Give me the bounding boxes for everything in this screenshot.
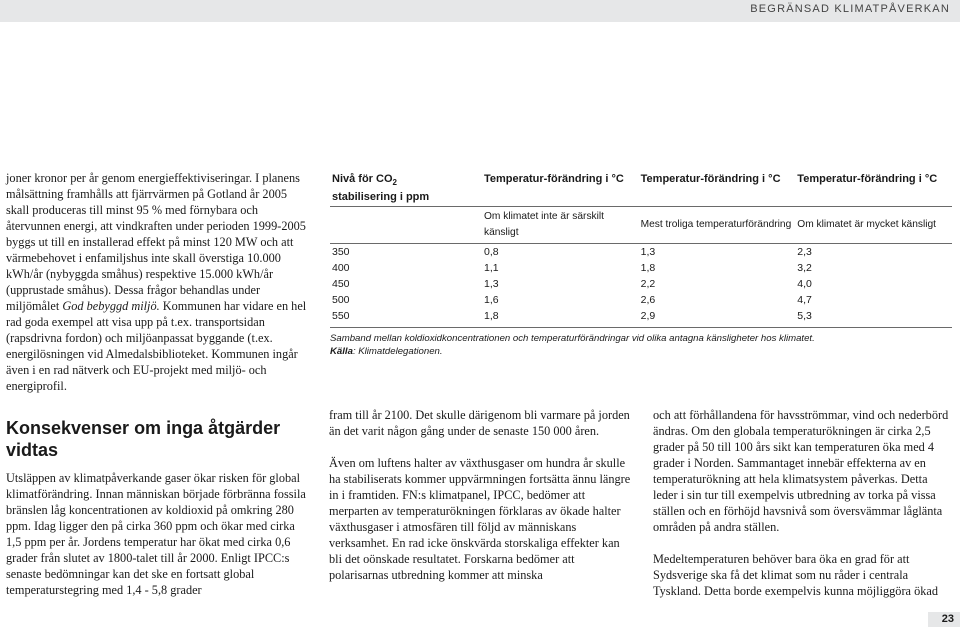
left-intro-text: joner kronor per år genom energieffektiviseringar. I planens målsättning framhålls att fjärrvärmen på Gotland år 2005 skall produceras till minst 95 % med förnybara och återvunnen energi, att vindkraften under perioden 1999-2005 byggs ut till en installerad effekt på minst 120 MW och att värmebehovet i enfamiljshus inte skall överstiga 10.000 kWh/år (nybyggda småhus) respektive 15.000 kWh/år (upprustade småhus). Dessa frågor behandlas under miljömålet — [6, 171, 306, 313]
table-row — [330, 260, 952, 276]
table-cell: 550 — [330, 308, 482, 328]
table-caption-text: Samband mellan koldioxidkoncentrationen och temperaturförändringar vid olika antagna känsligheter hos klimatet. — [330, 333, 815, 344]
table-row — [330, 308, 952, 328]
middle-paragraph-2: Även om luftens halter av växthusgaser om hundra år skulle ha stabiliserats kommer uppvärmningen fortsätta ännu längre in i framtiden. FN:s klimatpanel, IPCC, bedömer att merparten av temperaturökningen förklaras av ökade halter växthusgaser i atmosfären till följd av människans verksamhet. En rad icke önskvärda storskaliga effekter kan bli det oönskade resultatet. Forskarna bedömer att polarisarnas utbredning kommer att minska — [329, 456, 631, 582]
right-text-block — [653, 407, 953, 599]
table-cell: 1,8 — [640, 262, 656, 275]
table-header-co2: Nivå för $CO_2$ stabilisering i ppm — [332, 173, 430, 204]
left-intro-text-2: Kommunen har vidare en hel rad goda exempel att visa upp på t.ex. transportsidan (rapsdrivna fordon) och miljöanpassat byggande (t.ex. energilösningen vid Almedalsbiblioteket. Kommunen ingår även i en rad nätverk och EU-projekt med miljö- och energiprofil. — [6, 299, 307, 393]
table-header-row — [330, 172, 952, 207]
table-subheader-2: Mest troliga temperaturförändring — [639, 207, 796, 244]
table-cell: 500 — [332, 294, 350, 307]
table-cell: 5,3 — [795, 308, 952, 328]
table-cell: 2,2 — [640, 278, 656, 291]
table-cell: 4,7 — [797, 294, 812, 307]
table-subheader-empty — [330, 207, 482, 244]
left-body-text-block — [6, 470, 308, 598]
table-header-temp-3: Temperatur-förändring i °C — [797, 173, 938, 185]
table-cell: 0,8 — [483, 246, 499, 259]
table-cell: 350 — [332, 246, 350, 259]
co2-temperature-table — [330, 172, 952, 328]
table-header-temp-2: Temperatur-förändring i °C — [640, 173, 781, 185]
left-body-paragraph: Utsläppen av klimatpåverkande gaser ökar risken för global klimatförändring. Innan människan började förbränna fossila bränslen låg koncentrationen av koldioxid på omkring 280 ppm. Idag ligger den på cirka 360 ppm och ökar med cirka 1,5 ppm per år. Jordens temperatur har ökat med cirka 0,6 grader från slutet av 1800-talet till år 2000. Enligt IPCC:s senaste bedömningar kan det ske en fortsatt global temperaturstegring med 1,4 - 5,8 grader — [6, 471, 306, 597]
left-intro-italic: God bebyggd miljö. — [62, 299, 160, 313]
page-number: 23 — [941, 613, 954, 625]
section-title: BEGRÄNSAD KLIMATPÅVERKAN — [750, 3, 950, 15]
table-row — [330, 276, 952, 292]
middle-paragraph-1: fram till år 2100. Det skulle därigenom bli varmare på jorden än det varit någon gång under de senaste 150 000 åren. — [329, 408, 630, 438]
table-cell: 2,3 — [797, 246, 812, 259]
co2-subscript: 2 — [392, 178, 397, 188]
table-cell: 1,6 — [483, 294, 499, 307]
table-cell: 1,8 — [482, 308, 639, 328]
table-cell: 2,9 — [639, 308, 796, 328]
page-number-bar — [928, 612, 960, 627]
table-cell: 2,6 — [640, 294, 656, 307]
table-source — [330, 345, 930, 358]
right-paragraph-1: och att förhållandena för havsströmmar, vind och nederbörd ändras. Om den globala temperaturökningen är cirka 2,5 grader på 50 till 100 års sikt kan temperaturen öka med 4 grader i Norden. Sammantaget innebär effekterna av en temperaturökning att hela klimatsystem påverkas. Detta leder i sin tur till exempelvis utbredning av torka på vissa ställen och en förhöjd havsnivå som översvämmar låglänta områden på andra ställen. — [653, 408, 949, 534]
section-heading: Konsekvenser om inga åtgärder vidtas — [6, 418, 281, 460]
table-caption — [330, 332, 930, 358]
table-source-label: Källa — [330, 346, 353, 357]
table-cell: 1,3 — [640, 246, 656, 259]
header-bar — [0, 0, 960, 22]
table-subheader-1: Om klimatet inte är särskilt känsligt — [482, 207, 639, 244]
table-source-text: : Klimatdelegationen. — [352, 346, 443, 357]
table-row — [330, 244, 952, 261]
left-intro-paragraph — [6, 170, 308, 394]
table-cell: 3,2 — [797, 262, 812, 275]
table-subheader-3: Om klimatet är mycket känsligt — [795, 207, 952, 244]
table-cell: 400 — [332, 262, 350, 275]
table-cell: 1,1 — [483, 262, 499, 275]
table-row — [330, 292, 952, 308]
table-cell: 1,3 — [483, 278, 499, 291]
table-cell: 4,0 — [797, 278, 812, 291]
table-cell: 450 — [332, 278, 350, 291]
table-header-temp-1: Temperatur-förändring i °C — [483, 173, 624, 185]
table-subheader-row — [330, 207, 952, 244]
left-intro-text-block — [6, 170, 308, 394]
right-paragraph-2: Medeltemperaturen behöver bara öka en grad för att Sydsverige ska få det klimat som nu råder i centrala Tyskland. Detta borde exempelvis kunna möjliggöra ökad — [653, 552, 938, 598]
middle-text-block — [329, 407, 631, 583]
